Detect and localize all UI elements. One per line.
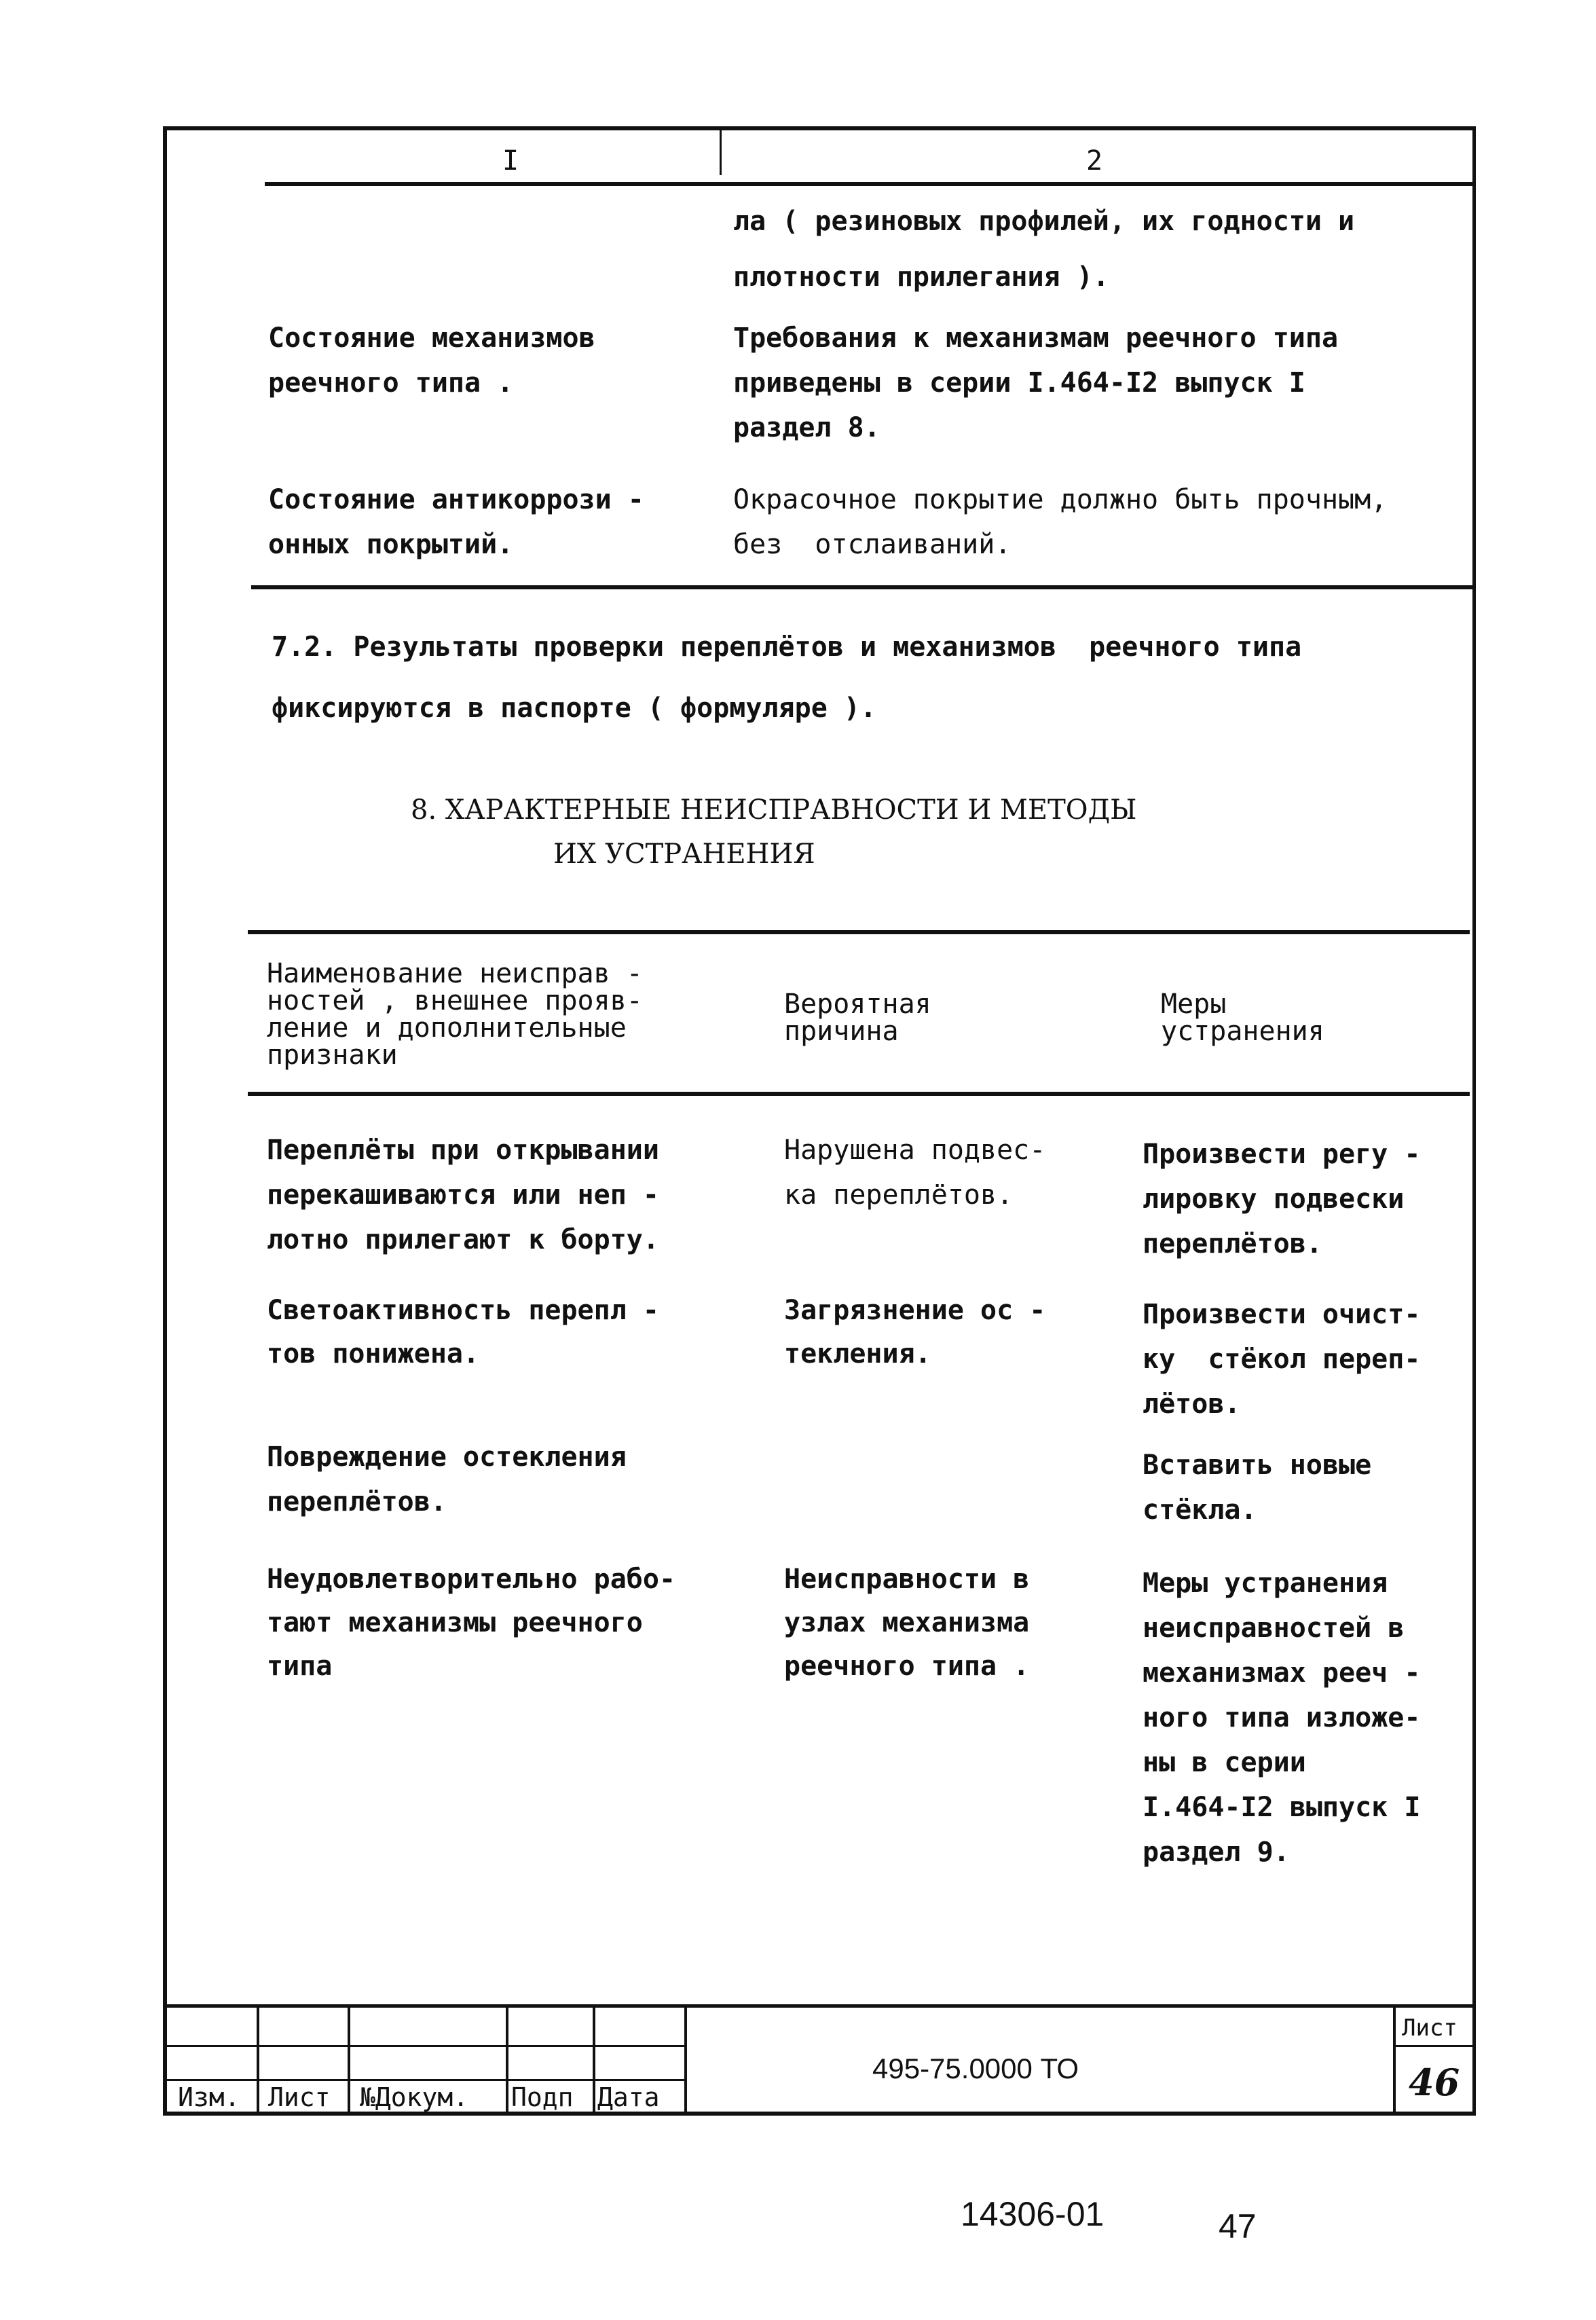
fault4-remedy-5: ны в серии [1143,1747,1306,1778]
fault1-fault-1: Переплёты при открывании [267,1135,659,1166]
fault1-remedy-3: переплётов. [1143,1228,1322,1259]
row1-right-3: раздел 8. [733,412,880,443]
stamp-col-5 [684,2004,687,2113]
document-code: 495-75.0000 ТО [872,2052,1079,2084]
footer-code: 14306-01 [961,2195,1105,2233]
row2-left-2: онных покрытий. [268,529,514,560]
table-bottom-rule [251,585,1473,589]
fault-header-col1-2: ностей , внешнее прояв- [267,985,643,1016]
fault3-remedy-1: Вставить новые [1143,1450,1372,1481]
footer-page-number: 47 [1219,2207,1257,2245]
fault1-remedy-2: лировку подвески [1143,1183,1405,1215]
stamp-row-rule-1 [163,2045,686,2047]
fault4-cause-1: Неисправности в [784,1564,1030,1595]
stamp-sheet-rule [1393,2045,1473,2047]
stamp-data: Дата [597,2082,660,2112]
stamp-col-3 [506,2004,508,2113]
stamp-podp: Подп [511,2082,574,2112]
stamp-row-rule-2 [163,2079,686,2081]
fault1-fault-3: лотно прилегают к борту. [267,1224,659,1255]
fault4-cause-2: узлах механизма [784,1607,1030,1638]
fault4-remedy-2: неисправностей в [1143,1613,1405,1644]
row2-right-1: Окрасочное покрытие должно быть прочным, [733,484,1388,515]
fault1-fault-2: перекашиваются или неп - [267,1179,659,1211]
fault1-remedy-1: Произвести регу - [1143,1139,1421,1170]
header-divider [720,130,722,175]
fault-header-rule [248,1092,1470,1096]
fault4-remedy-4: ного типа изложе- [1143,1702,1421,1733]
stamp-sheet-label: Лист [1402,2014,1458,2042]
continuation-line-1: ла ( резиновых профилей, их годности и [733,206,1355,237]
section-title-line-2: ИХ УСТРАНЕНИЯ [553,839,815,870]
fault4-fault-3: типа [267,1651,333,1682]
row2-left-1: Состояние антикоррози - [268,484,644,515]
fault4-remedy-1: Меры устранения [1143,1568,1388,1599]
fault4-fault-1: Неудовлетворительно рабо- [267,1564,676,1595]
paragraph-line-2: фиксируются в паспорте ( формуляре ). [272,693,877,724]
stamp-top-rule [163,2004,1473,2008]
fault2-cause-1: Загрязнение ос - [784,1295,1046,1326]
stamp-list: Лист [268,2082,331,2112]
fault1-cause-1: Нарушена подвес- [784,1135,1046,1166]
fault-header-col2-1: Вероятная [784,989,931,1020]
fault3-fault-1: Повреждение остекления [267,1441,627,1473]
stamp-ndokum: №Докум. [360,2082,469,2112]
fault-table-top-rule [248,930,1470,934]
fault-header-col1-1: Наименование неисправ - [267,958,643,989]
section-title-line-1: 8. ХАРАКТЕРНЫЕ НЕИСПРАВНОСТИ И МЕТОДЫ [411,794,1137,826]
row1-right-1: Требования к механизмам реечного типа [733,323,1339,354]
fault2-fault-1: Светоактивность перепл - [267,1295,659,1326]
fault4-remedy-6: I.464-I2 выпуск I [1143,1792,1421,1823]
fault2-cause-2: текления. [784,1338,931,1369]
row2-right-2: без отслаиваний. [733,529,1012,560]
fault-header-col2-2: причина [784,1016,899,1047]
sheet-number: 46 [1409,2061,1460,2104]
fault2-remedy-1: Произвести очист- [1143,1299,1421,1330]
fault3-remedy-2: стёкла. [1143,1494,1257,1526]
fault3-fault-2: переплётов. [267,1486,447,1517]
fault-header-col3-1: Меры [1161,989,1227,1020]
stamp-col-4 [593,2004,595,2113]
fault1-cause-2: ка переплётов. [784,1179,1014,1211]
continuation-line-2: плотности прилегания ). [733,261,1109,293]
fault4-fault-2: тают механизмы реечного [267,1607,643,1638]
paragraph-line-1: 7.2. Результаты проверки переплётов и механизмов реечного типа [272,631,1302,663]
fault4-cause-3: реечного типа . [784,1651,1030,1682]
fault4-remedy-7: раздел 9. [1143,1837,1290,1868]
col1-header: I [502,145,519,177]
fault-header-col1-3: ление и дополнительные [267,1012,627,1044]
fault2-remedy-2: ку стёкол переп- [1143,1344,1421,1375]
stamp-col-2 [348,2004,350,2113]
fault4-remedy-3: механизмах рееч - [1143,1657,1421,1689]
fault2-remedy-3: лётов. [1143,1388,1241,1420]
row1-left-2: реечного типа . [268,367,514,399]
fault2-fault-2: тов понижена. [267,1338,480,1369]
row1-left-1: Состояние механизмов [268,323,595,354]
stamp-izm: Изм. [178,2082,240,2112]
stamp-col-sheet [1393,2004,1396,2113]
fault-header-col1-4: признаки [267,1039,398,1071]
col2-header: 2 [1086,145,1103,177]
row1-right-2: приведены в серии I.464-I2 выпуск I [733,367,1305,399]
stamp-col-1 [257,2004,259,2113]
header-rule [265,182,1473,186]
fault-header-col3-2: устранения [1161,1016,1324,1047]
